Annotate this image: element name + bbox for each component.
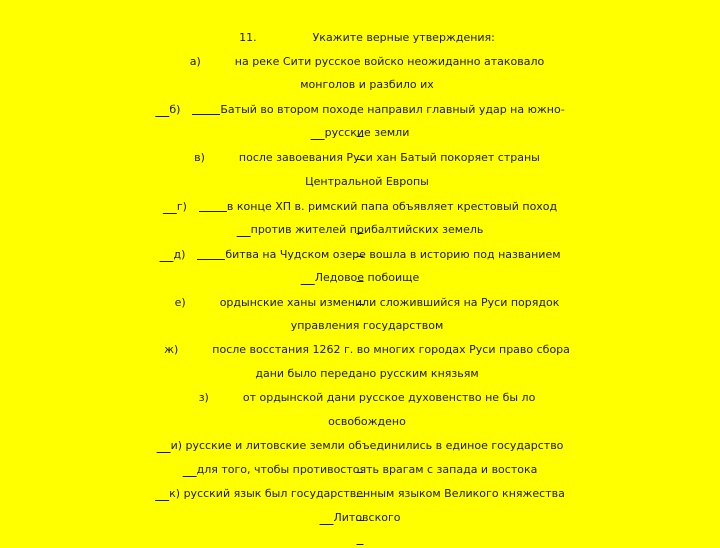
statement-i-line2: [0, 440, 720, 476]
question-title: Укажите верные утверждения:: [312, 31, 495, 44]
statement-a-text1: на реке Сити русское войско неожиданно атаковало: [234, 55, 545, 68]
statement-k-line1: [0, 464, 720, 500]
statement-zh-marker: ж): [164, 343, 179, 356]
statement-d-marker: д): [173, 248, 186, 261]
statement-b-marker: б): [169, 103, 181, 116]
statement-k-line2: [0, 488, 720, 524]
statement-g-text2: против жителей прибалтийских земель: [250, 223, 484, 236]
statement-i-line1: [0, 416, 720, 452]
statement-e-text2: управления государством: [290, 319, 444, 332]
statement-a-marker: а): [189, 55, 201, 68]
statement-z-line2: [0, 392, 720, 428]
statement-v-line1: [0, 128, 720, 164]
statement-v-line2: [0, 152, 720, 188]
statement-i-text2: для того, чтобы противостоять врагам с запада и востока: [196, 463, 538, 476]
statement-v-text1: после завоевания Руси хан Батый покоряет страны: [238, 151, 540, 164]
question-heading: [0, 8, 720, 44]
statement-zh-text2: дани было передано русским князьям: [255, 367, 479, 380]
statement-b-text2: русские земли: [324, 126, 410, 139]
statement-e-marker: е): [174, 296, 186, 309]
statement-e-line1: [0, 273, 720, 309]
statement-k-text2: Литовского: [333, 511, 401, 524]
statement-v-text2: Центральной Европы: [305, 175, 429, 188]
statement-g-line2: [0, 200, 720, 236]
statement-b-line2: [0, 103, 720, 139]
statement-zh-line2: [0, 344, 720, 380]
statement-a-line2: [0, 55, 720, 91]
statement-g-text1: в конце ХП в. римский папа объявляет крестовый поход: [226, 200, 558, 213]
statement-v-marker: в): [194, 151, 205, 164]
question-number: 11.: [239, 31, 257, 44]
statement-b-line1: [0, 80, 720, 116]
statement-d-text1: битва на Чудском озере вошла в историю под названием: [225, 248, 561, 261]
statement-k-text1: к) русский язык был государственным языком Великого княжества: [169, 487, 565, 500]
statement-a-text2: монголов и разбило их: [300, 78, 434, 91]
statement-z-line1: [0, 368, 720, 404]
statement-d-text2: Ледовое побоище: [314, 271, 420, 284]
statement-d-line1: [0, 225, 720, 261]
statement-i-text1: и) русские и литовские земли объединились в единое государство: [170, 439, 564, 452]
statement-d-line2: [0, 248, 720, 284]
statement-a-line1: [0, 32, 720, 68]
statement-e-text1: ордынские ханы изменили сложившийся на Руси порядок: [219, 296, 560, 309]
statement-z-marker: з): [198, 391, 209, 404]
statement-z-text2: освобождено: [328, 415, 406, 428]
statement-z-text1: от ордынской дани русское духовенство не бы ло: [242, 391, 536, 404]
statement-zh-text1: после восстания 1262 г. во многих городах Руси право сбора: [212, 343, 570, 356]
statement-g-line1: [0, 177, 720, 213]
statement-zh-line1: [0, 320, 720, 356]
statement-e-line2: [0, 296, 720, 332]
statement-g-marker: г): [176, 200, 187, 213]
statement-b-text1: Батый во втором походе направил главный удар на южно-: [220, 103, 565, 116]
